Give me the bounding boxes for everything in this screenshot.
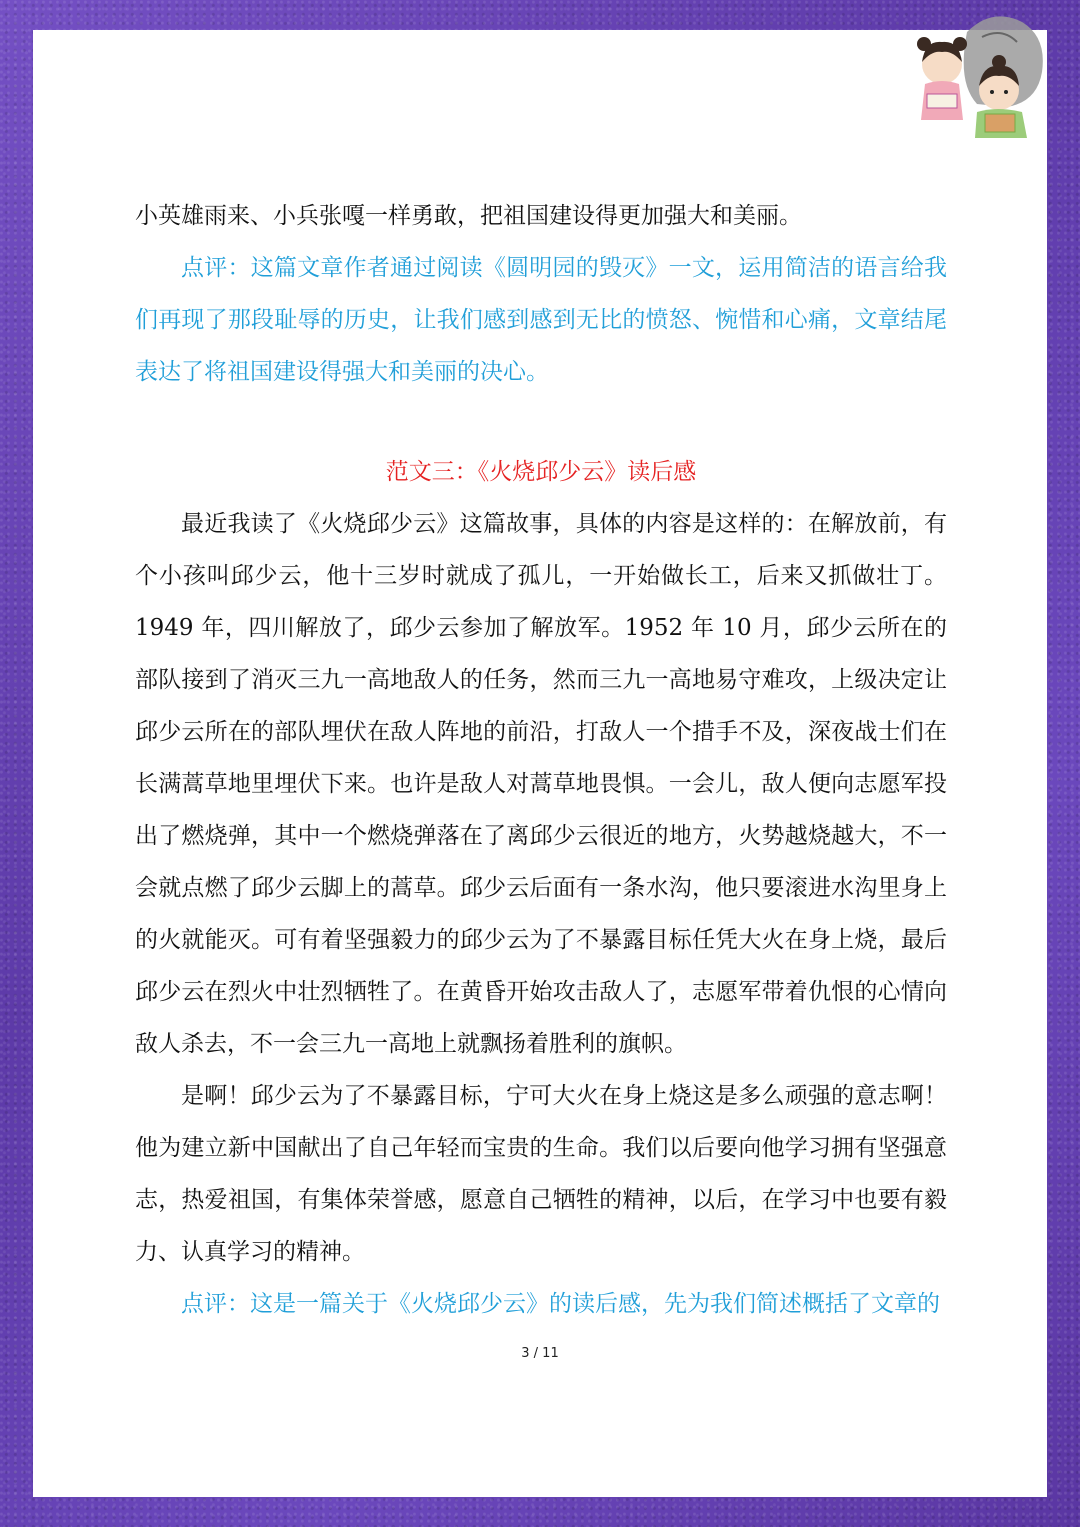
body-paragraph: 是啊！邱少云为了不暴露目标，宁可大火在身上烧这是多么顽强的意志啊！他为建立新中国献出了自己年轻而宝贵的生命。我们以后要向他学习拥有坚强意志，热爱祖国，有集体荣誉感，愿意自己牺牲的精神，以后，在学习中也要有毅力、认真学习的精神。: [135, 1083, 947, 1265]
page-number: 3 / 11: [521, 1346, 559, 1361]
article-content: [135, 190, 947, 1330]
body-paragraph: 最近我读了《火烧邱少云》这篇故事，具体的内容是这样的：在解放前，有个小孩叫邱少云，他十三岁时就成了孤儿，一开始做长工，后来又抓做壮丁。1949 年，四川解放了，邱少云参加了解放军。1952 年 10 月，邱少云所在的部队接到了消灭三九一高地敌人的任务，然而三九一高地易守难攻，上级决定让邱少云所在的部队埋伏在敌人阵地的前沿，打敌人一个措手不及，深夜战士们在长满蒿草地里埋伏下来。也许是敌人对蒿草地畏惧。一会儿，敌人便向志愿军投出了燃烧弹，其中一个燃烧弹落在了离邱少云很近的地方，火势越烧越大，不一会就点燃了邱少云脚上的蒿草。邱少云后面有一条水沟，他只要滚进水沟里身上的火就能灭。可有着坚强毅力的邱少云为了不暴露目标任凭大火在身上烧，最后邱少云在烈火中壮烈牺牲了。在黄昏开始攻击敌人了，志愿军带着仇恨的心情向敌人杀去，不一会三九一高地上就飘扬着胜利的旗帜。: [135, 511, 947, 1057]
reading-children-illustration: [897, 12, 1047, 140]
section-title: 范文三：《火烧邱少云》读后感: [385, 459, 697, 485]
comment-paragraph: 点评：这篇文章作者通过阅读《圆明园的毁灭》一文，运用简洁的语言给我们再现了那段耻辱的历史，让我们感到感到无比的愤怒、惋惜和心痛，文章结尾表达了将祖国建设得强大和美丽的决心。: [135, 255, 947, 385]
paragraph-continued: 小英雄雨来、小兵张嘎一样勇敢，把祖国建设得更加强大和美丽。: [135, 203, 802, 229]
document-page: [33, 30, 1047, 1497]
comment-paragraph: 点评：这是一篇关于《火烧邱少云》的读后感，先为我们简述概括了文章的: [181, 1291, 940, 1317]
